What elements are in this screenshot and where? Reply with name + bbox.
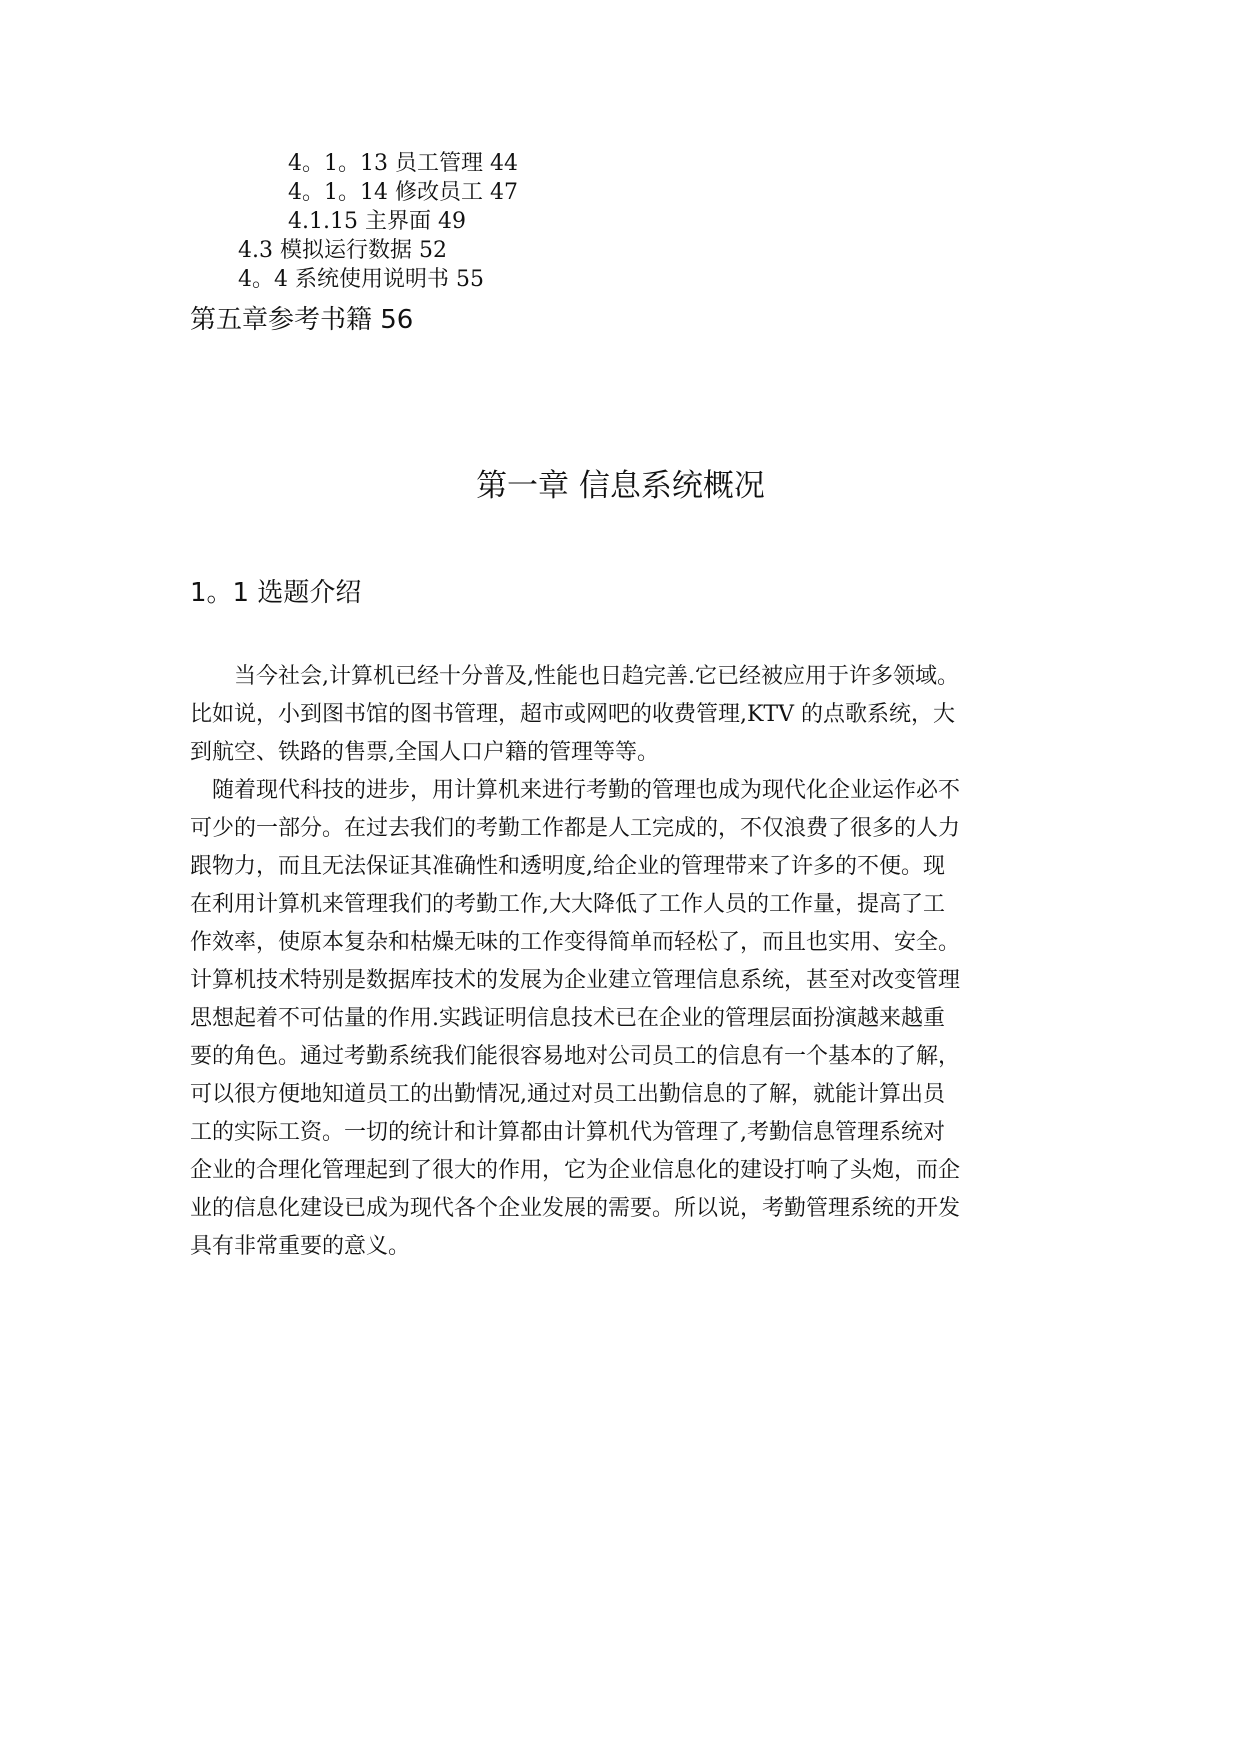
- toc-entry-4-1-14: 4。1。14 修改员工 47: [288, 180, 518, 205]
- body-line: 在利用计算机来管理我们的考勤工作,大大降低了工作人员的工作量，提高了工: [190, 892, 945, 917]
- toc-entry-4-1-15: 4.1.15 主界面 49: [288, 209, 466, 234]
- body-line: 可以很方便地知道员工的出勤情况,通过对员工出勤信息的了解，就能计算出员: [190, 1082, 945, 1107]
- body-line: 业的信息化建设已成为现代各个企业发展的需要。所以说，考勤管理系统的开发: [190, 1196, 961, 1221]
- body-line: 当今社会,计算机已经十分普及,性能也日趋完善.它已经被应用于许多领域。: [190, 664, 959, 689]
- body-line: 随着现代科技的进步，用计算机来进行考勤的管理也成为现代化企业运作必不: [190, 778, 961, 803]
- body-line: 可少的一部分。在过去我们的考勤工作都是人工完成的，不仅浪费了很多的人力: [190, 816, 961, 841]
- body-line: 作效率，使原本复杂和枯燥无味的工作变得简单而轻松了，而且也实用、安全。: [190, 930, 961, 955]
- toc-entry-4-3: 4.3 模拟运行数据 52: [238, 238, 447, 263]
- body-line: 企业的合理化管理起到了很大的作用，它为企业信息化的建设打响了头炮，而企: [190, 1158, 961, 1183]
- body-line: 要的角色。通过考勤系统我们能很容易地对公司员工的信息有一个基本的了解，: [190, 1044, 961, 1069]
- body-line: 工的实际工资。一切的统计和计算都由计算机代为管理了,考勤信息管理系统对: [190, 1120, 945, 1145]
- toc-entry-4-4: 4。4 系统使用说明书 55: [238, 267, 484, 292]
- body-line: 比如说，小到图书馆的图书管理，超市或网吧的收费管理,KTV 的点歌系统，大: [190, 702, 955, 727]
- body-line: 具有非常重要的意义。: [190, 1234, 411, 1259]
- body-line: 思想起着不可估量的作用.实践证明信息技术已在企业的管理层面扮演越来越重: [190, 1006, 945, 1031]
- body-line: 跟物力，而且无法保证其准确性和透明度,给企业的管理带来了许多的不便。现: [190, 854, 945, 879]
- section-heading: 1。1 选题介绍: [190, 578, 362, 608]
- toc-entry-chapter-5: 第五章参考书籍 56: [190, 305, 414, 335]
- chapter-title: 第一章 信息系统概况: [476, 468, 765, 504]
- toc-entry-4-1-13: 4。1。13 员工管理 44: [288, 151, 518, 176]
- body-line: 到航空、铁路的售票,全国人口户籍的管理等等。: [190, 740, 659, 765]
- body-line: 计算机技术特别是数据库技术的发展为企业建立管理信息系统，甚至对改变管理: [190, 968, 961, 993]
